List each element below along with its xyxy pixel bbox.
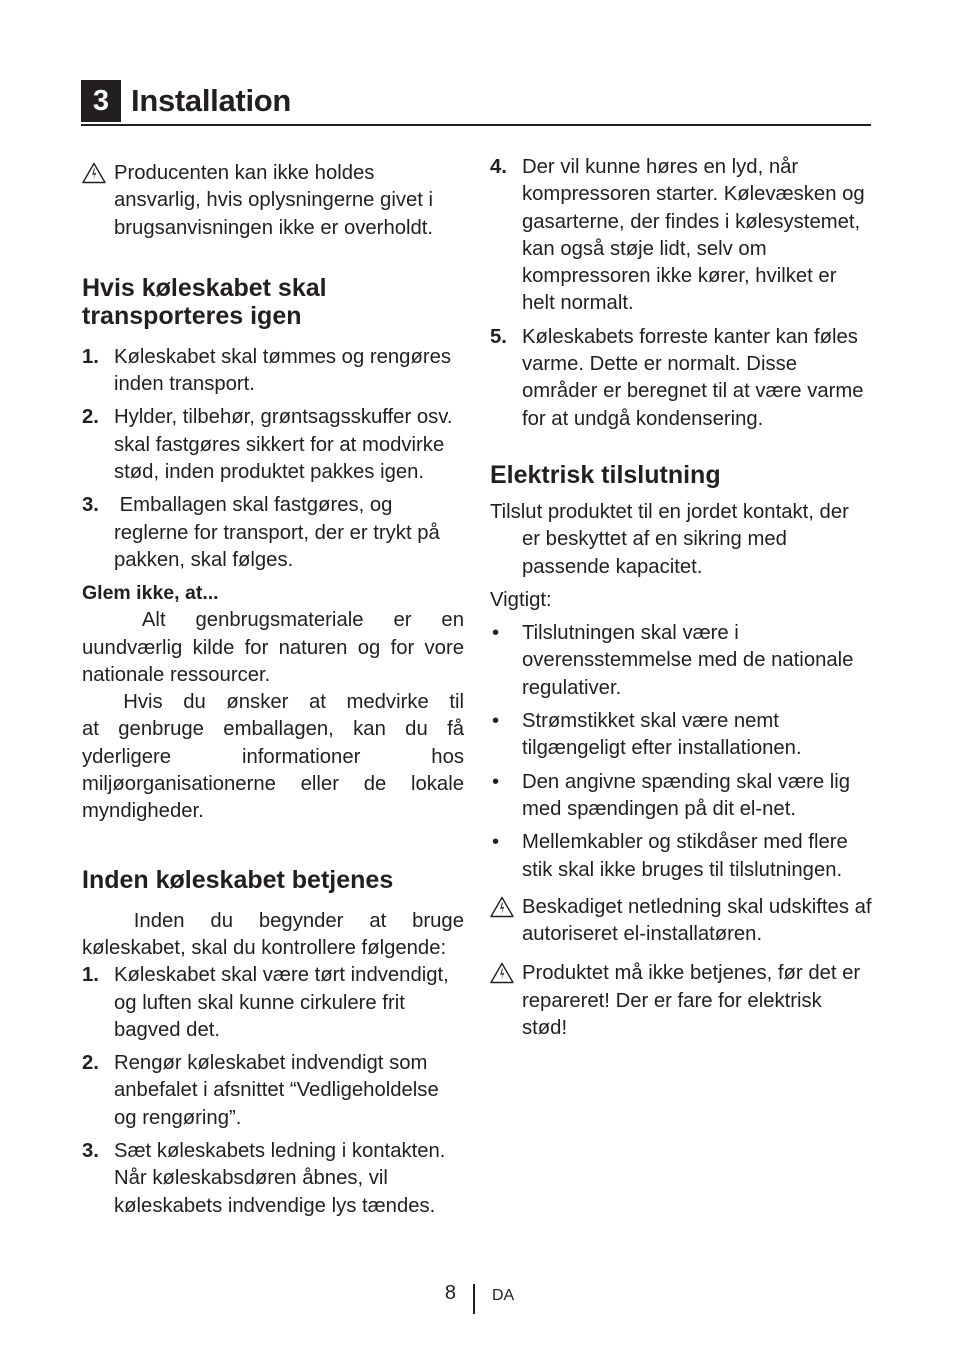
electric-intro: Tilslut produktet til en jordet kontakt, der er beskyttet af en sikring med passende kapacitet. bbox=[490, 500, 849, 578]
bullet-text: Mellemkabler og stikdåser med flere stik skal ikke bruges til tilslutningen. bbox=[522, 831, 848, 881]
bullet-item bbox=[490, 769, 872, 824]
warning-triangle-icon bbox=[490, 896, 514, 918]
item-number: 1. bbox=[82, 345, 99, 368]
item-text: Køleskabet skal være tørt indvendigt, og luften skal kunne cirkulere frit bagved det. bbox=[114, 964, 449, 1041]
warning-triangle-icon bbox=[490, 962, 514, 984]
bullet-text: Den angivne spænding skal være lig med spændingen på dit el-net. bbox=[522, 770, 851, 820]
item-number: 2. bbox=[82, 406, 99, 429]
page-footer bbox=[0, 1280, 954, 1320]
item-text: Emballagen skal fastgøres, og reglerne for transport, der er trykt på pakken, skal følges. bbox=[114, 494, 446, 571]
list-item bbox=[82, 492, 464, 574]
item-text: Køleskabet skal tømmes og rengøres inden transport. bbox=[114, 345, 452, 396]
footer-divider bbox=[473, 1284, 475, 1314]
bullet-icon: • bbox=[492, 831, 500, 854]
warning-triangle-icon bbox=[82, 162, 106, 184]
important-label: Vigtigt: bbox=[490, 588, 552, 611]
electric-bullets bbox=[490, 620, 872, 884]
transport-heading-line1: Hvis køleskabet skal bbox=[82, 273, 327, 302]
bullet-item bbox=[490, 708, 872, 763]
recycle-para-2-line1: Hvis du ønsker at medvirke til bbox=[82, 691, 464, 714]
repair-warning-text: Produktet må ikke betjenes, før det er repareret! Der er fare for elektrisk stød! bbox=[522, 962, 861, 1040]
item-text: Der vil kunne høres en lyd, når kompressoren starter. Kølevæsken og gasarterne, der findes i kølesystemet, kan også støje lidt, selv om kompressoren ikke kører, hvilket er helt normalt. bbox=[522, 156, 865, 315]
bullet-icon: • bbox=[492, 710, 500, 733]
transport-heading bbox=[82, 274, 464, 330]
item-text: Rengør køleskabet indvendigt som anbefalet i afsnittet “Vedligeholdelse og rengøring”. bbox=[114, 1052, 439, 1129]
list-item bbox=[82, 1050, 464, 1132]
electric-heading: Elektrisk tilslutning bbox=[490, 460, 721, 489]
bullet-item bbox=[490, 620, 872, 702]
section-title: Installation bbox=[131, 83, 292, 118]
list-item bbox=[82, 344, 464, 399]
liability-warning-text: Producenten kan ikke holdes ansvarlig, hvis oplysningerne givet i brugsanvisningen ikke er overholdt. bbox=[114, 162, 434, 239]
before-use-intro-line1: Inden du begynder at bruge bbox=[82, 909, 464, 932]
list-item bbox=[82, 1138, 464, 1220]
bullet-icon: • bbox=[492, 770, 500, 793]
language-code: DA bbox=[492, 1287, 515, 1304]
transport-heading-line2: transporteres igen bbox=[82, 301, 302, 330]
bullet-icon: • bbox=[492, 622, 500, 645]
continued-list bbox=[490, 154, 872, 433]
recycle-para-1-line1: Alt genbrugsmateriale er en bbox=[82, 609, 464, 632]
item-number: 3. bbox=[82, 1140, 99, 1163]
bullet-item bbox=[490, 829, 872, 884]
cord-warning-text: Beskadiget netledning skal udskiftes af autoriseret el-installatøren. bbox=[522, 895, 872, 946]
bullet-text: Tilslutningen skal være i overensstemmelse med de nationale regulativer. bbox=[522, 622, 854, 699]
before-use-intro-rest: køleskabet, skal du kontrollere følgende: bbox=[82, 936, 447, 959]
item-number: 4. bbox=[490, 156, 507, 178]
list-item bbox=[490, 154, 872, 318]
cord-warning bbox=[490, 894, 872, 949]
bullet-text: Strømstikket skal være nemt tilgængeligt efter installationen. bbox=[522, 710, 802, 760]
section-header bbox=[81, 80, 871, 126]
page-number: 8 bbox=[444, 1282, 456, 1304]
before-use-heading: Inden køleskabet betjenes bbox=[82, 865, 394, 894]
before-use-list bbox=[82, 962, 464, 1220]
list-item bbox=[82, 404, 464, 486]
remember-heading: Glem ikke, at... bbox=[82, 582, 219, 605]
item-number: 3. bbox=[82, 494, 99, 517]
liability-warning bbox=[82, 160, 464, 242]
item-number: 5. bbox=[490, 325, 507, 348]
recycle-para-2-rest: at genbruge emballagen, kan du få yderligere informationer hos miljøorganisationerne eller de lokale myndigheder. bbox=[82, 718, 464, 823]
item-number: 1. bbox=[82, 964, 99, 987]
left-column bbox=[82, 160, 464, 1226]
repair-warning bbox=[490, 960, 872, 1042]
item-text: Hylder, tilbehør, grøntsagsskuffer osv. skal fastgøres sikkert for at modvirke stød, inden produktet pakkes igen. bbox=[114, 406, 453, 484]
list-item bbox=[490, 324, 872, 433]
section-number: 3 bbox=[81, 80, 121, 122]
item-text: Køleskabets forreste kanter kan føles varme. Dette er normalt. Disse områder er beregnet til at være varme for at undgå kondensering. bbox=[522, 325, 864, 430]
item-text: Sæt køleskabets ledning i kontakten. Når køleskabsdøren åbnes, vil køleskabets indvendige lys tændes. bbox=[114, 1140, 446, 1217]
recycle-para-1-rest: uundværlig kilde for naturen og for vore nationale ressourcer. bbox=[82, 636, 464, 686]
item-number: 2. bbox=[82, 1052, 99, 1075]
list-item bbox=[82, 962, 464, 1044]
transport-list bbox=[82, 344, 464, 574]
right-column bbox=[490, 154, 872, 1042]
